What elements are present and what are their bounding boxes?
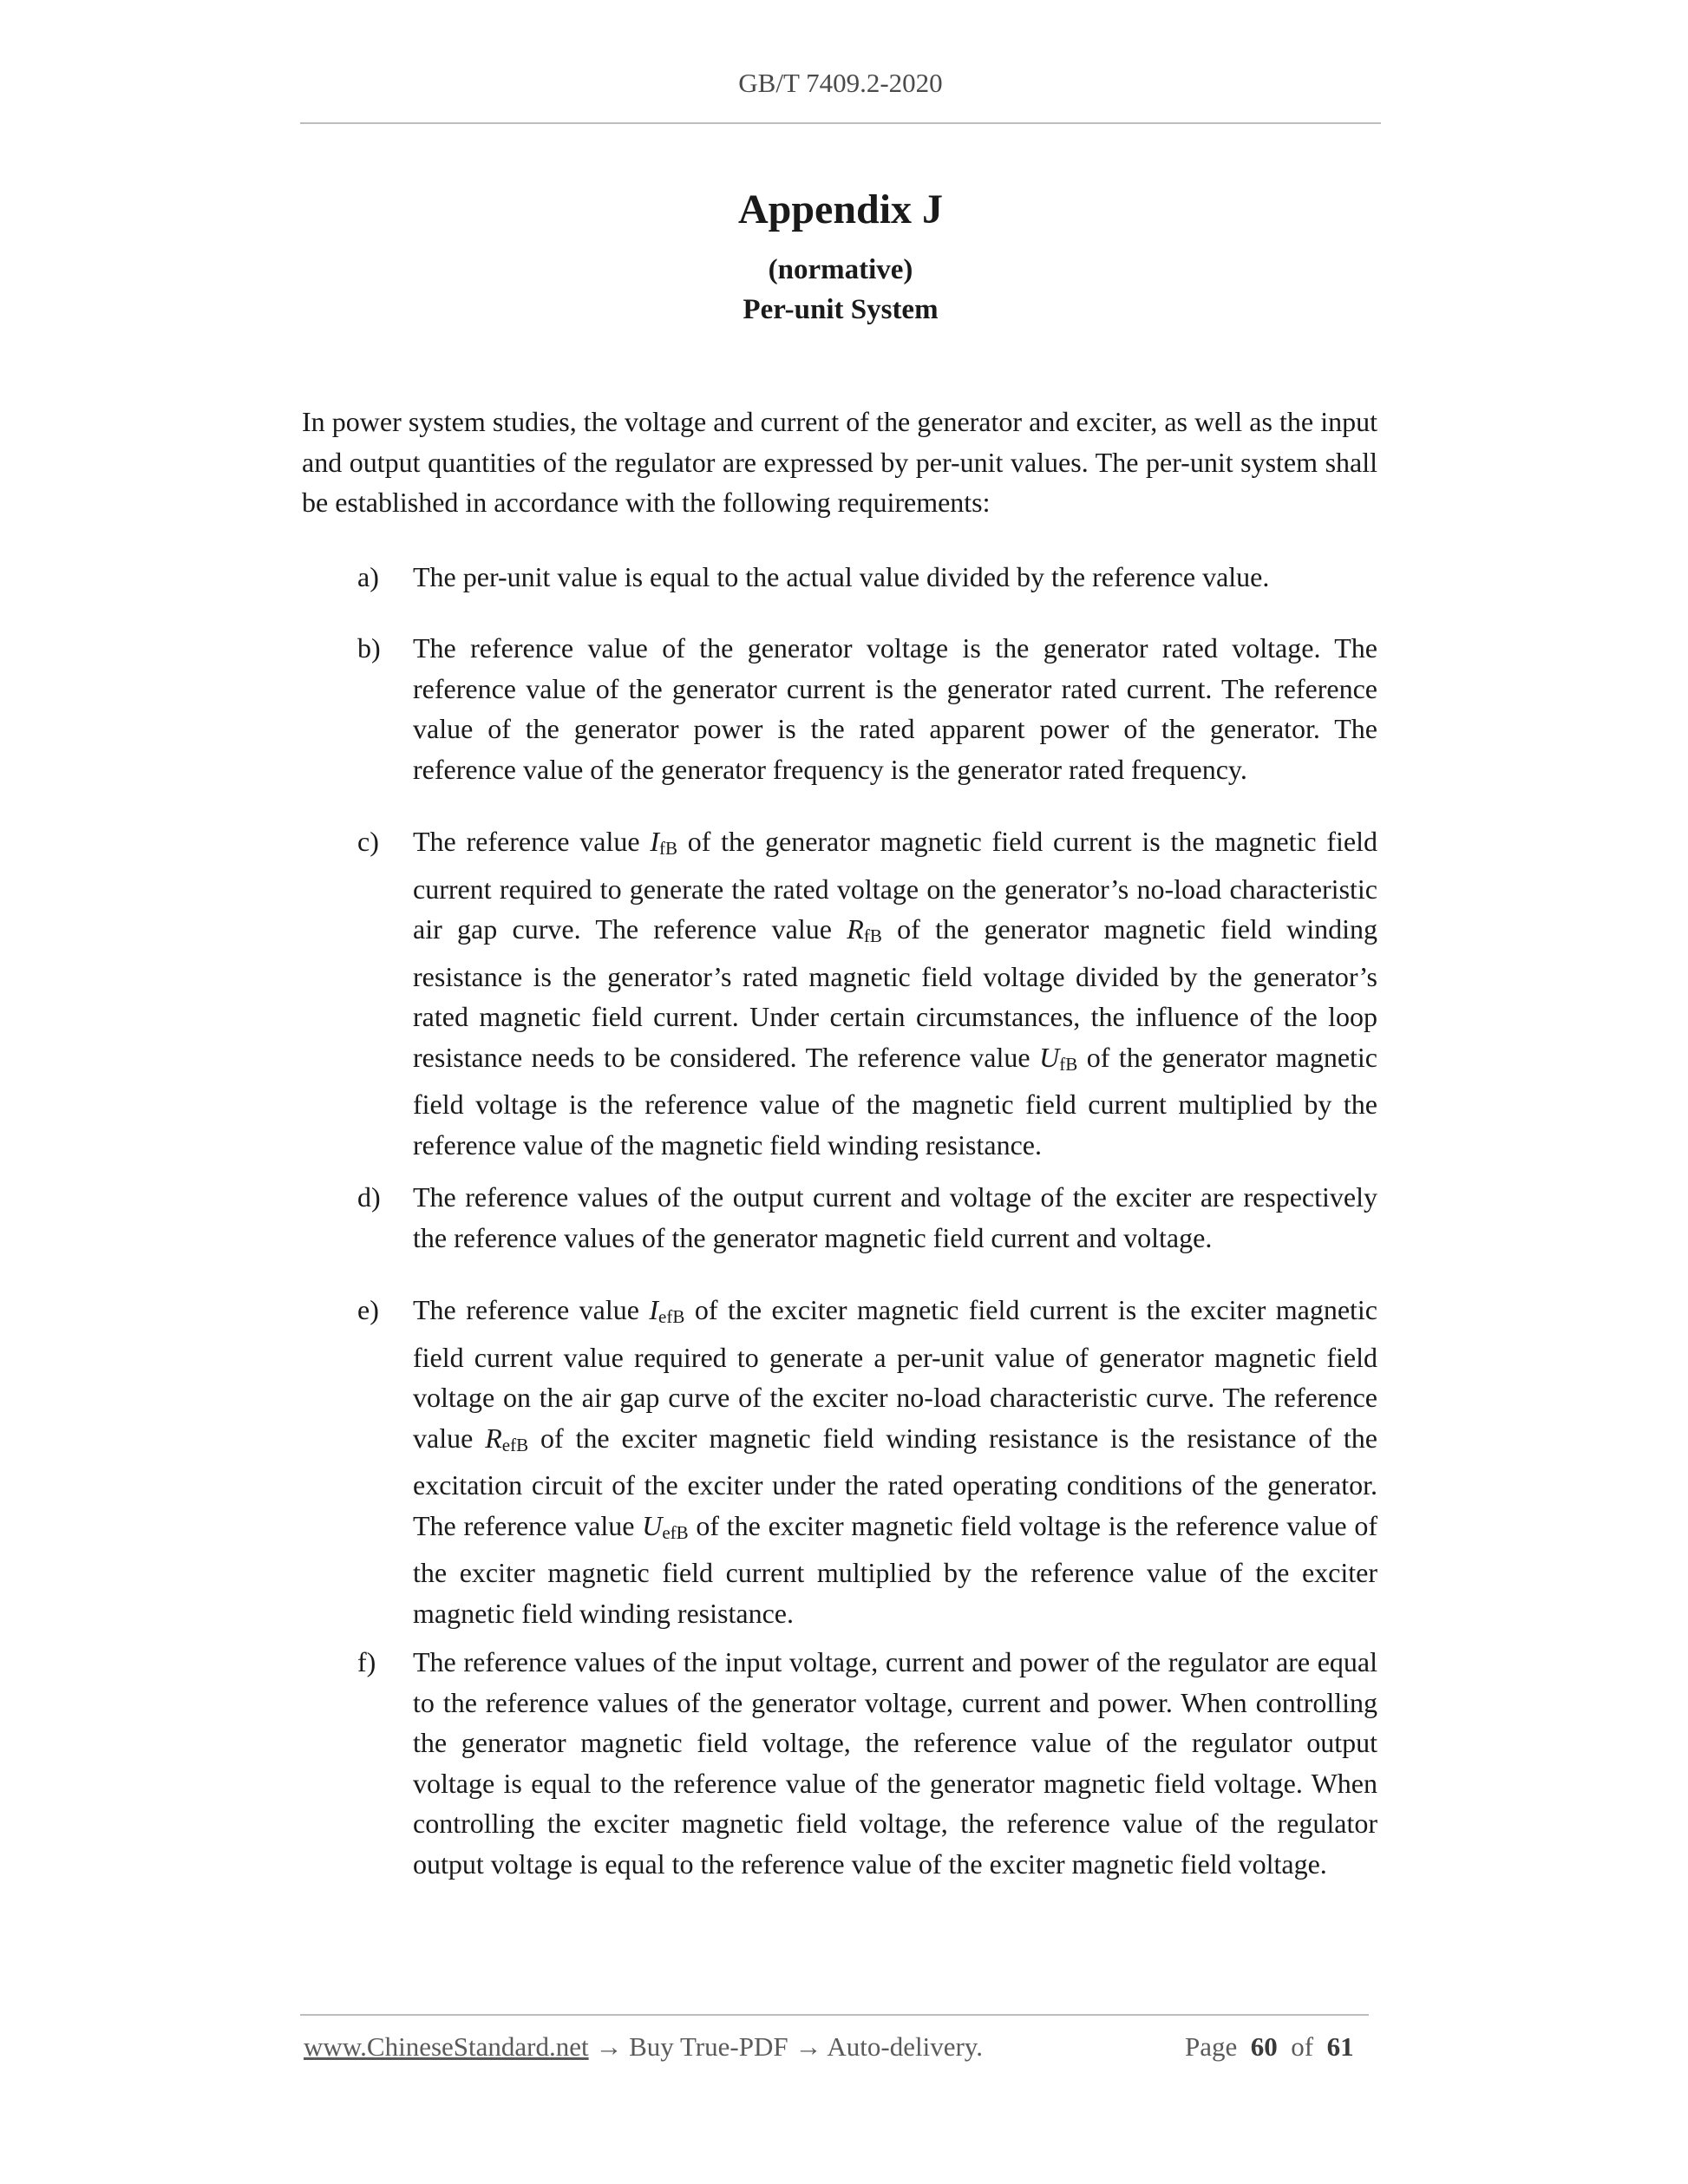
site-link[interactable]: www.ChineseStandard.net [304, 2031, 589, 2062]
list-marker: a) [357, 561, 379, 592]
header-divider [300, 122, 1381, 124]
list-item-text: The reference values of the output current and voltage of the exciter are respectively the reference values of the generator magnetic field current and voltage. [413, 1181, 1377, 1253]
appendix-name: Per-unit System [743, 294, 939, 325]
document-number-header: GB/T 7409.2-2020 [738, 68, 943, 98]
symbol-iefb: IefB [649, 1294, 685, 1327]
appendix-type: (normative) [768, 254, 913, 285]
footer-divider [300, 2014, 1369, 2016]
list-marker: d) [357, 1181, 381, 1213]
buy-text: Buy True-PDF [629, 2031, 788, 2062]
list-item-text: The reference value IfB of the generator magnetic field current is the magnetic field current required to generate the rated voltage on the generator’s no-load characteristic air gap curve. The reference value RfB of the generator magnetic field winding resistance is the generator’s rated magnetic field voltage divided by the generator’s rated magnetic field current. Under certain circumstances, the influence of the loop resistance needs to be considered. The reference value UfB of the generator magnetic field voltage is the reference value of the magnetic field current multiplied by the reference value of the magnetic field winding resistance. [413, 826, 1378, 1161]
page-current: 60 [1250, 2031, 1278, 2062]
list-marker: b) [357, 632, 381, 664]
list-item-text: The reference value IefB of the exciter magnetic field current is the exciter magnetic field current value required to generate a per-unit value of generator magnetic field voltage on the air gap curve of the exciter no-load characteristic curve. The reference value RefB of the exciter magnetic field winding resistance is the resistance of the excitation circuit of the exciter under the rated operating conditions of the generator. The reference value UefB of the exciter magnetic field voltage is the reference value of the exciter magnetic field current multiplied by the reference value of the exciter magnetic field winding resistance. [413, 1294, 1378, 1629]
page-of: of [1291, 2031, 1314, 2062]
list-marker: c) [357, 826, 379, 857]
symbol-uefb: UefB [642, 1509, 689, 1543]
list-item-text: The reference values of the input voltage, current and power of the regulator are equal to the reference values of the generator voltage, current and power. When controlling the generator magnetic field voltage, the reference value of the regulator output voltage is equal to the reference value of the generator magnetic field voltage. When controlling the exciter magnetic field voltage, the reference value of the regulator output voltage is equal to the reference value of the exciter magnetic field voltage. [413, 1646, 1377, 1880]
symbol-refb: RefB [485, 1422, 529, 1455]
symbol-ifb: IfB [650, 826, 677, 859]
list-marker: f) [357, 1646, 376, 1677]
list-item-text: The per-unit value is equal to the actual value divided by the reference value. [413, 561, 1270, 592]
delivery-text: Auto-delivery. [827, 2031, 984, 2062]
intro-paragraph: In power system studies, the voltage and current of the generator and exciter, as well as the input and output quantities of the regulator are expressed by per-unit values. The per-unit system shall be established in accordance with the following requirements: [302, 406, 1377, 518]
symbol-rfb: RfB [847, 913, 882, 946]
symbol-ufb: UfB [1039, 1041, 1078, 1075]
appendix-title: Appendix J [737, 186, 944, 232]
arrow-right-icon: → [595, 2031, 623, 2062]
list-marker: e) [357, 1294, 379, 1325]
list-item-text: The reference value of the generator voltage is the generator rated voltage. The reference value of the generator current is the generator rated current. The reference value of the generator power is the rated apparent power of the generator. The reference value of the generator frequency is the generator rated frequency. [413, 632, 1377, 785]
page-total: 61 [1326, 2031, 1354, 2062]
footer-promo [304, 2031, 983, 2063]
arrow-right-icon: → [795, 2031, 822, 2062]
page-label: Page [1185, 2031, 1238, 2062]
page-indicator [1185, 2031, 1354, 2063]
